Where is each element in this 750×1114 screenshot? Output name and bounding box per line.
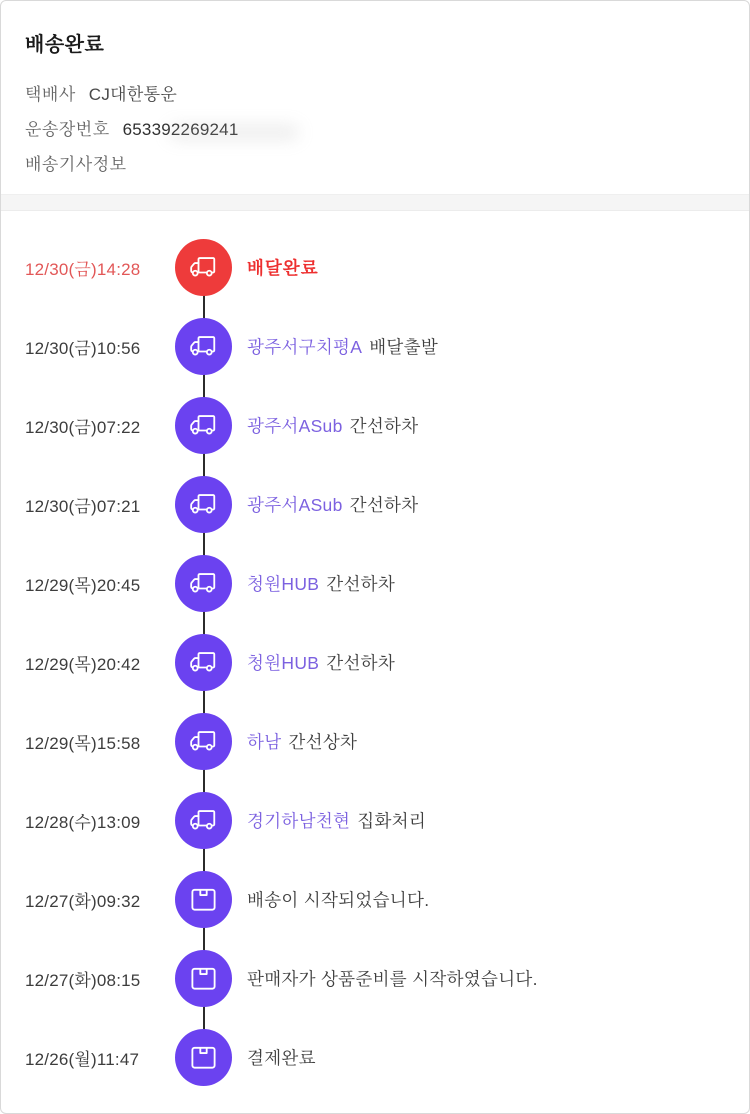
timeline-event-row — [25, 702, 749, 781]
event-status: 배송이 시작되었습니다. — [247, 889, 430, 910]
event-status: 배달완료 — [247, 257, 319, 278]
truck-icon — [175, 318, 232, 375]
event-description — [247, 888, 429, 912]
courier-name: CJ대한통운 — [88, 85, 178, 104]
event-description — [247, 256, 319, 280]
event-datetime: 12/30(금)07:22 — [25, 418, 141, 437]
redacted-driver-info — [169, 125, 299, 140]
event-location: 하남 — [247, 731, 282, 752]
event-status: 배달출발 — [369, 336, 439, 357]
truck-icon — [175, 397, 232, 454]
timeline-event-row — [25, 386, 749, 465]
timeline-event-row — [25, 860, 749, 939]
truck-icon — [175, 713, 232, 770]
tracking-number-row — [25, 119, 725, 140]
truck-icon — [175, 555, 232, 612]
event-description — [247, 572, 395, 596]
box-icon — [175, 950, 232, 1007]
event-status: 집화처리 — [357, 810, 427, 831]
event-description — [247, 651, 395, 675]
tracking-timeline — [1, 228, 749, 1097]
event-datetime: 12/30(금)07:21 — [25, 497, 141, 516]
tracking-number-label: 운송장번호 — [25, 120, 110, 139]
truck-icon — [175, 476, 232, 533]
driver-info-row — [25, 154, 725, 175]
timeline-event-row — [25, 544, 749, 623]
timeline-event-row — [25, 307, 749, 386]
event-datetime: 12/26(월)11:47 — [25, 1050, 140, 1069]
page-title: 배송완료 — [25, 34, 105, 56]
event-location: 청원HUB — [247, 573, 320, 594]
event-datetime: 12/29(목)20:45 — [25, 576, 141, 595]
event-datetime: 12/30(금)10:56 — [25, 339, 141, 358]
event-description — [247, 335, 438, 359]
event-status: 간선하차 — [326, 652, 396, 673]
event-description — [247, 414, 418, 438]
event-status: 간선하차 — [326, 573, 396, 594]
event-status: 간선상차 — [288, 731, 358, 752]
event-datetime: 12/29(목)15:58 — [25, 734, 141, 753]
tracking-number-value: 653392269241 — [122, 120, 239, 139]
timeline-event-row — [25, 623, 749, 702]
event-datetime: 12/27(화)09:32 — [25, 892, 141, 911]
truck-icon — [175, 239, 232, 296]
driver-info-label: 배송기사정보 — [25, 155, 127, 174]
event-status: 판매자가 상품준비를 시작하였습니다. — [247, 968, 538, 989]
box-icon — [175, 871, 232, 928]
event-status: 간선하차 — [349, 415, 419, 436]
courier-label: 택배사 — [25, 85, 76, 104]
event-status: 결제완료 — [247, 1047, 316, 1068]
event-location: 광주서ASub — [247, 415, 343, 436]
event-description — [247, 967, 538, 991]
timeline-event-row — [25, 781, 749, 860]
section-divider — [1, 194, 749, 211]
event-description — [247, 809, 426, 833]
event-description — [247, 1046, 316, 1070]
event-status: 간선하차 — [349, 494, 419, 515]
truck-icon — [175, 792, 232, 849]
event-location: 광주서ASub — [247, 494, 343, 515]
timeline-event-row — [25, 939, 749, 1018]
event-location: 경기하남천현 — [247, 810, 351, 831]
box-icon — [175, 1029, 232, 1086]
courier-row — [25, 84, 725, 105]
timeline-event-row — [25, 1018, 749, 1097]
event-location: 청원HUB — [247, 652, 320, 673]
timeline-event-row — [25, 465, 749, 544]
event-location: 광주서구치평A — [247, 336, 363, 357]
event-datetime: 12/28(수)13:09 — [25, 813, 141, 832]
event-description — [247, 493, 418, 517]
tracking-header — [1, 1, 749, 175]
timeline-event-row — [25, 228, 749, 307]
event-datetime: 12/27(화)08:15 — [25, 971, 141, 990]
event-datetime: 12/29(목)20:42 — [25, 655, 141, 674]
event-datetime: 12/30(금)14:28 — [25, 260, 141, 279]
event-description — [247, 730, 357, 754]
truck-icon — [175, 634, 232, 691]
